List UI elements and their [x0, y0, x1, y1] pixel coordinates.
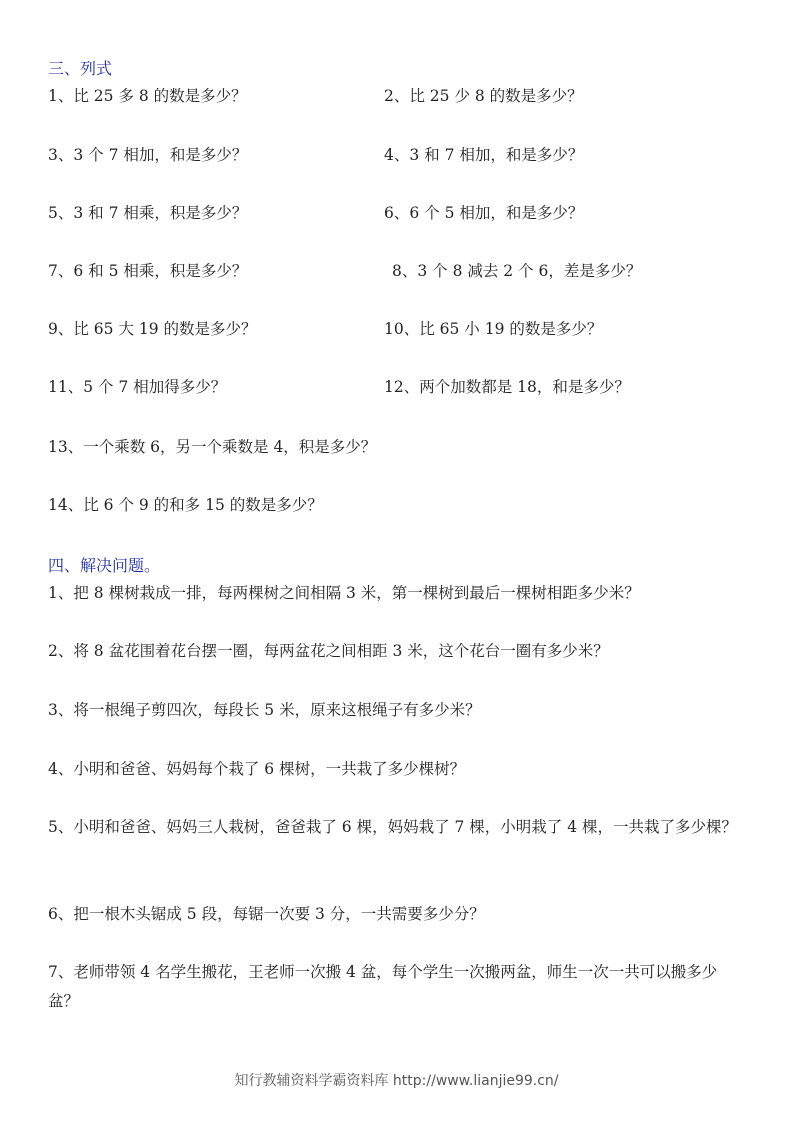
question-4-6: 6、把一根木头锯成 5 段，每锯一次要 3 分，一共需要多少分？ [48, 905, 485, 923]
question-4-1: 1、把 8 棵树栽成一排，每两棵树之间相隔 3 米，第一棵树到最后一棵树相距多少米？ [48, 584, 640, 602]
question-3-2: 2、比 25 少 8 的数是多少？ [384, 87, 583, 105]
section-3-heading: 三、列式 [48, 59, 113, 78]
question-3-3: 3、3 个 7 相加，和是多少？ [48, 146, 248, 164]
question-3-9: 9、比 65 大 19 的数是多少？ [48, 320, 257, 338]
question-3-5: 5、3 和 7 相乘，积是多少？ [48, 204, 248, 222]
question-3-7: 7、6 和 5 相乘，积是多少？ [48, 262, 248, 280]
question-4-5: 5、小明和爸爸、妈妈三人栽树，爸爸栽了 6 棵，妈妈栽了 7 棵，小明栽了 4 棵，一共栽了多少棵？ [48, 818, 738, 836]
question-3-10: 10、比 65 小 19 的数是多少？ [384, 320, 603, 338]
question-3-8: 8、3 个 8 减去 2 个 6，差是多少？ [392, 262, 642, 280]
question-3-12: 12、两个加数都是 18，和是多少？ [384, 378, 630, 396]
question-3-11: 11、5 个 7 相加得多少？ [48, 378, 227, 396]
question-4-4: 4、小明和爸爸、妈妈每个栽了 6 棵树，一共栽了多少棵树？ [48, 760, 466, 778]
footer-text: 知行教辅资料学霸资料库 http://www.lianjie99.cn/ [234, 1073, 559, 1089]
question-4-7: 7、老师带领 4 名学生搬花，王老师一次搬 4 盆，每个学生一次搬两盆，师生一次一共可以搬多少盆？ [48, 963, 718, 1010]
question-4-2: 2、将 8 盆花围着花台摆一圈，每两盆花之间相距 3 米，这个花台一圈有多少米？ [48, 642, 609, 660]
question-3-14: 14、比 6 个 9 的和多 15 的数是多少？ [48, 496, 323, 514]
question-3-13: 13、一个乘数 6，另一个乘数是 4，积是多少？ [48, 438, 377, 456]
question-4-3: 3、将一根绳子剪四次，每段长 5 米，原来这根绳子有多少米？ [48, 701, 481, 719]
question-3-1: 1、比 25 多 8 的数是多少？ [48, 87, 247, 105]
section-4-heading: 四、解决问题。 [48, 556, 161, 575]
question-3-6: 6、6 个 5 相加，和是多少？ [384, 204, 584, 222]
question-3-4: 4、3 和 7 相加，和是多少？ [384, 146, 584, 164]
